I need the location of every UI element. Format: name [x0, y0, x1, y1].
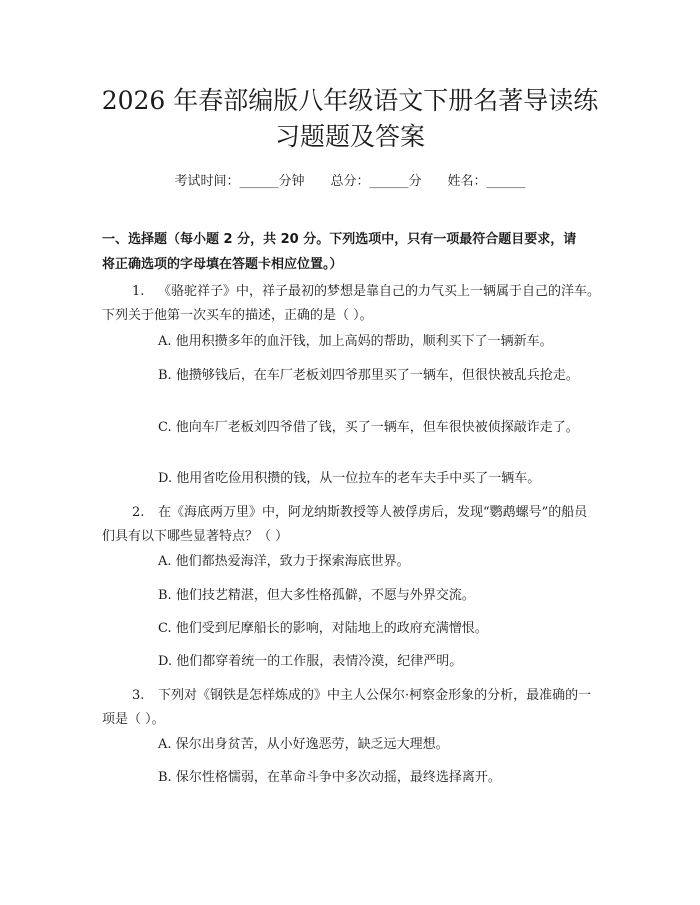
- document-title-line1: 2026 年春部编版八年级语文下册名著导读练: [101, 86, 599, 115]
- time-blank: ______: [239, 174, 279, 189]
- question-1-stem: [102, 280, 600, 328]
- score-blank: ______: [369, 174, 409, 189]
- question-2-option-c: C. 他们受到尼摩船长的影响，对陆地上的政府充满憎恨。: [158, 621, 488, 636]
- name-label: 姓名：: [447, 174, 487, 189]
- question-3-option-b: B. 保尔性格懦弱，在革命斗争中多次动摇，最终选择离开。: [158, 770, 501, 785]
- question-text: 《骆驼祥子》中，祥子最初的梦想是靠自己的力气买上一辆属于自己的洋车。下列关于他第一次买车的描述，正确的是（ ）。: [102, 284, 601, 323]
- question-1-option-c: C. 他向车厂老板刘四爷借了钱，买了一辆车，但车很快被侦探敲诈走了。: [158, 420, 579, 435]
- question-text: 在《海底两万里》中，阿龙纳斯教授等人被俘虏后，发现“鹦鹉螺号”的船员们具有以下哪些显著特点？（ ）: [102, 505, 588, 544]
- time-label: 考试时间：: [174, 174, 240, 189]
- name-blank: ______: [486, 174, 526, 189]
- question-2-option-a: A. 他们都热爱海洋，致力于探索海底世界。: [158, 554, 410, 569]
- question-3-option-a: A. 保尔出身贫苦，从小好逸恶劳，缺乏远大理想。: [158, 737, 449, 752]
- question-number: 3.: [132, 688, 145, 703]
- question-3-stem: [102, 684, 600, 732]
- section-heading-line1: 一、选择题（每小题 2 分，共 20 分。下列选项中，只有一项最符合题目要求，请: [102, 232, 577, 247]
- question-number: 2.: [132, 505, 145, 520]
- question-1-option-d: D. 他用省吃俭用积攒的钱，从一位拉车的老车夫手中买了一辆车。: [158, 471, 541, 486]
- question-2-stem: [102, 501, 600, 549]
- exam-meta: [0, 170, 700, 189]
- section-heading-line2: 将正确选项的字母填在答题卡相应位置。）: [102, 257, 343, 272]
- score-unit: 分: [408, 174, 422, 189]
- question-text: 下列对《钢铁是怎样炼成的》中主人公保尔·柯察金形象的分析，最准确的一项是（ ）。: [102, 688, 592, 727]
- question-number: 1.: [132, 284, 145, 299]
- question-2-option-d: D. 他们都穿着统一的工作服，表情冷漠，纪律严明。: [158, 654, 463, 669]
- question-1-option-a: A. 他用积攒多年的血汗钱，加上高妈的帮助，顺利买下了一辆新车。: [158, 334, 553, 349]
- document-title-line2: 习题题及答案: [274, 122, 425, 151]
- score-label: 总分：: [330, 174, 370, 189]
- question-2-option-b: B. 他们技艺精湛，但大多性格孤僻，不愿与外界交流。: [158, 588, 475, 603]
- question-1-option-b: B. 他攒够钱后，在车厂老板刘四爷那里买了一辆车，但很快被乱兵抢走。: [158, 368, 579, 383]
- time-unit: 分钟: [278, 174, 305, 189]
